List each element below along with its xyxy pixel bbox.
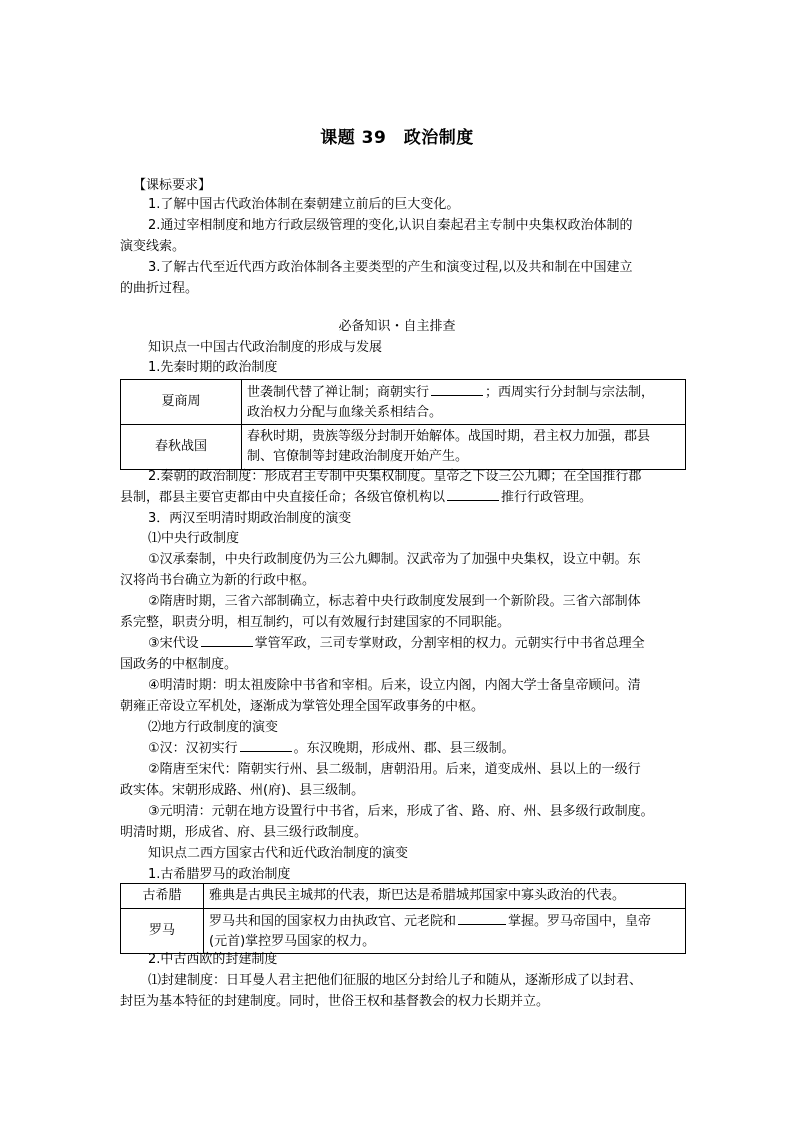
central-2-line1: ②隋唐时期，三省六部制确立，标志着中央行政制度发展到一个新阶段。三省六部制体 xyxy=(148,594,641,609)
central-1-line1: ①汉承秦制，中央行政制度仍为三公九卿制。汉武帝为了加强中央集权，设立中朝。东 xyxy=(148,552,641,567)
central-3-line1 xyxy=(148,633,718,654)
kp2-heading: 知识点二西方国家古代和近代政治制度的演变 xyxy=(148,846,409,861)
kp2-sub1: 1.古希腊罗马的政治制度 xyxy=(148,867,291,882)
feudal-line1: ⑴封建制度：日耳曼人君主把他们征服的地区分封给儿子和随从，逐渐形成了以封君、 xyxy=(148,973,643,988)
qin-line2 xyxy=(120,487,690,508)
table-cell-content: 雅典是古典民主城邦的代表，斯巴达是希腊城邦国家中寡头政治的代表。 xyxy=(204,884,686,909)
kp1-sub1: 1.先秦时期的政治制度 xyxy=(148,360,278,375)
local-1 xyxy=(148,738,718,759)
fill-blank[interactable] xyxy=(447,487,499,501)
requirement-1: 1.了解中国古代政治体制在秦朝建立前后的巨大变化。 xyxy=(148,197,460,212)
cell-text: 制、官僚制等封建政治制度开始产生。 xyxy=(247,449,469,464)
table-cell-label: 夏商周 xyxy=(121,380,242,425)
kp1-heading: 知识点一中国古代政治制度的形成与发展 xyxy=(148,340,383,355)
cell-text: (元首)掌控罗马国家的权力。 xyxy=(209,933,376,949)
table-cell-content xyxy=(242,380,686,425)
text: 推行行政管理。 xyxy=(501,490,593,505)
central-4-line2: 朝雍正帝设立军机处，逐渐成为掌管处理全国军政事务的中枢。 xyxy=(120,699,485,714)
cell-text: 政治权力分配与血缘关系相结合。 xyxy=(247,404,443,420)
text: 掌管军政，三司专掌财政，分割宰相的权力。元朝实行中书省总理全 xyxy=(254,636,645,651)
table-row xyxy=(121,380,686,425)
cell-text: 罗马共和国的国家权力由执政官、元老院和 xyxy=(209,913,457,929)
table-cell-label: 罗马 xyxy=(121,909,204,954)
cell-text: ；西周实行分封制与宗法制， xyxy=(485,384,655,400)
requirement-3-line2: 的曲折过程。 xyxy=(120,281,199,296)
requirement-2-line2: 演变线索。 xyxy=(120,239,186,254)
text: 。东汉晚期，形成州、郡、县三级制。 xyxy=(293,741,515,756)
requirements-heading: 【课标要求】 xyxy=(133,178,212,193)
fill-blank[interactable] xyxy=(201,633,253,647)
local-3-line2: 明清时期，形成省、府、县三级行政制度。 xyxy=(120,825,368,840)
kp2-sub2: 2.中古西欧的封建制度 xyxy=(148,952,278,967)
table-row xyxy=(121,884,686,909)
page-title: 课题 39 政治制度 xyxy=(320,128,474,148)
local-3-line1: ③元明清：元朝在地方设置行中书省，后来，形成了省、路、府、州、县多级行政制度。 xyxy=(148,804,654,819)
fill-blank[interactable] xyxy=(240,738,292,752)
qin-line1: 2.秦朝的政治制度：形成君主专制中央集权制度。皇帝之下设三公九卿；在全国推行郡 xyxy=(148,469,642,484)
text: 县制，郡县主要官吏都由中央直接任命；各级官僚机构以 xyxy=(120,490,446,505)
central-3-line2: 国政务的中枢制度。 xyxy=(120,657,238,672)
cell-text: 世袭制代替了禅让制；商朝实行 xyxy=(247,384,430,400)
greece-rome-table xyxy=(120,883,686,954)
table-cell-content xyxy=(204,909,686,954)
fill-blank[interactable] xyxy=(431,382,483,396)
local-2-line1: ②隋唐至宋代：隋朝实行州、县二级制，唐朝沿用。后来，道变成州、县以上的一级行 xyxy=(148,762,641,777)
central-4-line1: ④明清时期：明太祖废除中书省和宰相。后来，设立内阁，内阁大学士备皇帝顾问。清 xyxy=(148,678,641,693)
text: ①汉：汉初实行 xyxy=(148,741,238,756)
local-admin-heading: ⑵地方行政制度的演变 xyxy=(148,720,279,735)
feudal-line2: 封臣为基本特征的封建制度。同时，世俗王权和基督教会的权力长期并立。 xyxy=(120,994,550,1009)
cell-text: 掌握。罗马帝国中，皇帝 xyxy=(508,913,652,929)
local-2-line2: 政实体。宋朝形成路、州(府)、县三级制。 xyxy=(120,783,365,798)
central-2-line2: 系完整，职责分明，相互制约，可以有效履行封建国家的不同职能。 xyxy=(120,615,511,630)
table-cell-content xyxy=(242,425,686,470)
cell-text: 春秋时期，贵族等级分封制开始解体。战国时期，君主权力加强，郡县 xyxy=(247,429,651,444)
pre-qin-table xyxy=(120,379,686,470)
requirement-3-line1: 3.了解古代至近代西方政治体制各主要类型的产生和演变过程,以及共和制在中国建立 xyxy=(148,260,633,275)
fill-blank[interactable] xyxy=(458,911,506,925)
table-row xyxy=(121,909,686,954)
requirement-2-line1: 2.通过宰相制度和地方行政层级管理的变化,认识自秦起君主专制中央集权政治体制的 xyxy=(148,218,633,233)
table-cell-label: 春秋战国 xyxy=(121,425,242,470)
central-admin-heading: ⑴中央行政制度 xyxy=(148,531,240,546)
table-cell-label: 古希腊 xyxy=(121,884,204,909)
section-title: 必备知识・自主排查 xyxy=(338,319,456,334)
text: ③宋代设 xyxy=(148,636,199,651)
table-row xyxy=(121,425,686,470)
han-qing-heading: 3．两汉至明清时期政治制度的演变 xyxy=(148,511,352,526)
central-1-line2: 汉将尚书台确立为新的行政中枢。 xyxy=(120,573,316,588)
